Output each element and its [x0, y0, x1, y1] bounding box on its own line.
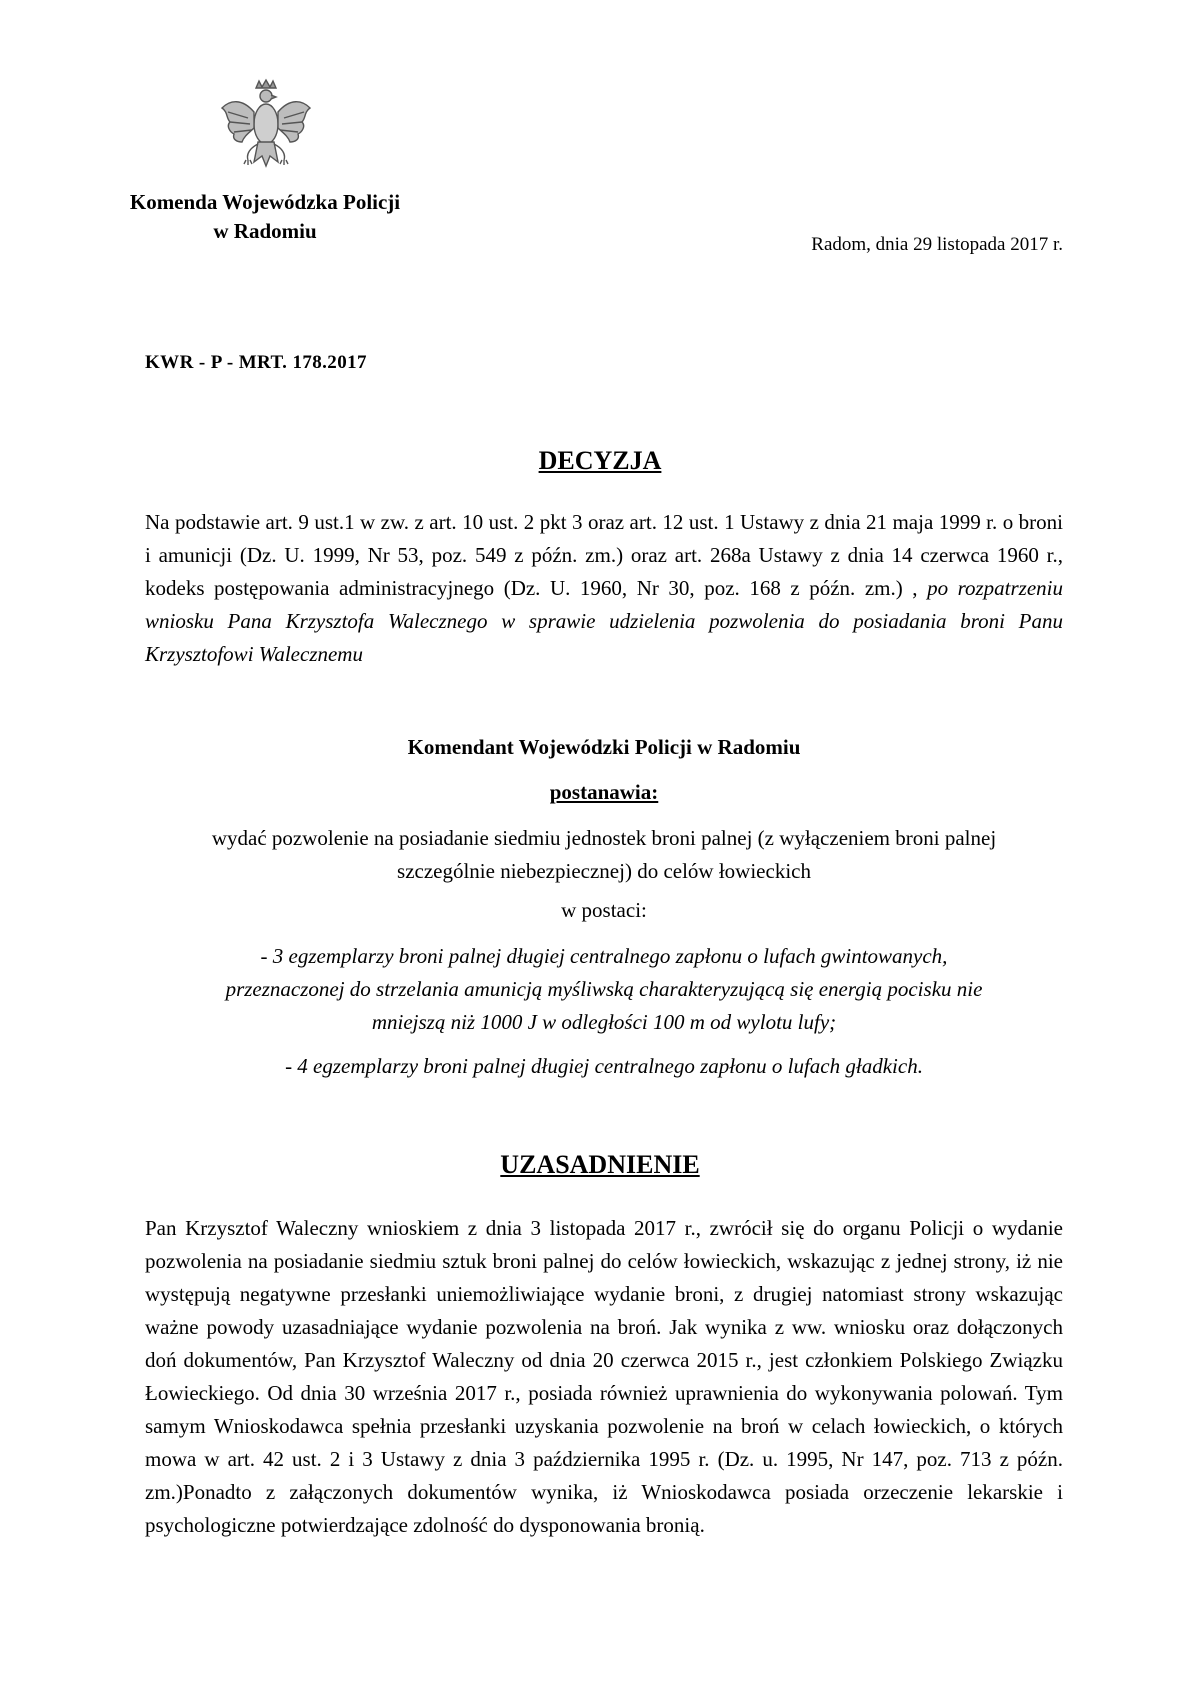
- justification-paragraph: Pan Krzysztof Waleczny wnioskiem z dnia 3 listopada 2017 r., zwrócił się do organu Policji o wydanie pozwolenia na posiadanie siedmiu sztuk broni palnej do celów łowieckich, wskazując z jednej strony, iż nie występują negatywne przesłanki uniemożliwiające wydanie broni, z drugiej natomiast strony wskazując ważne powody uzasadniające wydanie pozwolenia na broń. Jak wynika z ww. wniosku oraz dołączonych doń dokumentów, Pan Krzysztof Waleczny od dnia 20 czerwca 2015 r., jest członkiem Polskiego Związku Łowieckiego. Od dnia 30 września 2017 r., posiada również uprawnienia do wykonywania polowań. Tym samym Wnioskodawca spełnia przesłanki uzyskania pozwolenie na broń w celach łowieckich, o których mowa w art. 42 ust. 2 i 3 Ustawy z dnia 3 października 1995 r. (Dz. u. 1995, Nr 147, poz. 713 z późn. zm.)Ponadto z załączonych dokumentów wynika, iż Wnioskodawca posiada orzeczenie lekarskie i psychologiczne potwierdzające zdolność do dysponowania bronią.: [145, 1216, 1063, 1537]
- item1-line-3: mniejszą niż 1000 J w odległości 100 m od wylotu lufy;: [371, 1010, 837, 1034]
- document-date: Radom, dnia 29 listopada 2017 r.: [811, 234, 1063, 255]
- list-item-2: - 4 egzemplarzy broni palnej długiej centralnego zapłonu o lufach gładkich.: [285, 1054, 923, 1078]
- polish-eagle-emblem-icon: [218, 78, 314, 182]
- reference-number: KWR - P - MRT. 178.2017: [145, 352, 367, 373]
- decides-label: postanawia:: [549, 780, 659, 804]
- list-item: [145, 940, 1063, 1039]
- legal-basis-text: Na podstawie art. 9 ust.1 w zw. z art. 10 ust. 2 pkt 3 oraz art. 12 ust. 1 Ustawy z dnia 21 maja 1999 r. o broni i amunicji (Dz. U. 1999, Nr 53, poz. 549 z późn. zm.) oraz art. 268a Ustawy z dnia 14 czerwca 1960 r., kodeks postępowania administracyjnego (Dz. U. 1960, Nr 30, poz. 168 z późn. zm.) ,: [145, 510, 1063, 600]
- form-label: w postaci:: [561, 898, 647, 922]
- decision-title: DECYZJA: [538, 446, 662, 475]
- legal-basis-italic: po rozpatrzeniu wniosku Pana Krzysztofa Walecznego w sprawie udzielenia pozwolenia do posiadania broni Panu Krzysztofowi Walecznemu: [145, 576, 1064, 666]
- ruling-text: [145, 822, 1063, 888]
- item1-line-1: - 3 egzemplarzy broni palnej długiej centralnego zapłonu o lufach gwintowanych,: [260, 944, 948, 968]
- ruling-line-2: szczególnie niebezpiecznej) do celów łowieckich: [397, 859, 811, 883]
- justification-title: UZASADNIENIE: [500, 1150, 700, 1179]
- issuing-authority-line2: w Radomiu: [213, 219, 317, 243]
- issuing-authority: [100, 188, 430, 246]
- authority-name: Komendant Wojewódzki Policji w Radomiu: [407, 735, 801, 759]
- item1-line-2: przeznaczonej do strzelania amunicją myśliwską charakteryzującą się energią pocisku nie: [225, 977, 983, 1001]
- legal-basis-paragraph: [145, 506, 1063, 671]
- issuing-authority-line1: Komenda Wojewódzka Policji: [129, 190, 401, 214]
- ruling-line-1: wydać pozwolenie na posiadanie siedmiu jednostek broni palnej (z wyłączeniem broni palnej: [211, 826, 997, 850]
